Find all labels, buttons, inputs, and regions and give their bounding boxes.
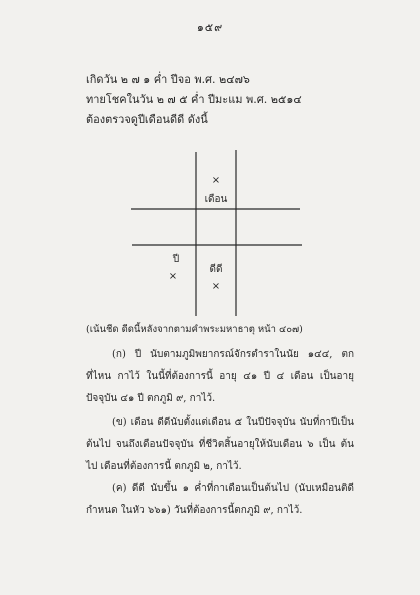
- year-mark: ×: [168, 271, 178, 282]
- reference-note: (เน้นชีด ดีดนี้หลังจากตามคำพระมหาธาตุ หน้า ๔๐๗): [86, 324, 303, 335]
- page-number: ๑๕๙: [196, 21, 224, 34]
- paragraph-day: (ค) ดีดี นับขึ้น ๑ ค่ำที่กาเดือนเป็นต้นไป (นับเหมือนติดี กำหนด ในหัว ๖๖๑) วันที่ต้องการนี้ตกภูมิ ๙, กาไว้.: [86, 483, 354, 516]
- header-line-1: เกิดวัน ๒ ๗ ๑ ค่ำ ปีจอ พ.ศ. ๒๔๗๖: [86, 73, 250, 86]
- day-mark: ×: [211, 281, 221, 292]
- month-label: เดือน: [204, 194, 228, 205]
- paragraph-year: (ก) ปี นับตามภูมิพยากรณ์จักรตำราในนัย ๑๔๔, ตกที่ไหน กาไว้ ในนี้ที่ต้องการนี้ อายุ ๔๑ ปี ๔ เดือน เป็นอายุปัจจุบัน ๔๑ ปี ตกภูมิ ๙, กาไว้.: [86, 349, 354, 404]
- day-label: ดีดี: [209, 264, 223, 275]
- month-mark: ×: [211, 175, 221, 186]
- year-label: ปี: [172, 254, 180, 265]
- header-line-3: ต้องตรวจดูปีเดือนดีดี ดังนี้: [86, 113, 208, 126]
- header-line-2: ทายโชคในวัน ๒ ๗ ๕ ค่ำ ปีมะแม พ.ศ. ๒๕๑๔: [86, 93, 302, 106]
- paragraph-month: (ข) เดือน ดีดีนับตั้งแต่เดือน ๕ ในปีปัจจุบัน นับที่กาปีเป็น ต้นไป จนถึงเดือนปัจจุบัน ที่ชีวิตสิ้นอายุให้นับเดือน ๖ เป็น ต้นไป เดือนที่ต้องการนี้ ตกภูมิ ๒, กาไว้.: [86, 417, 354, 472]
